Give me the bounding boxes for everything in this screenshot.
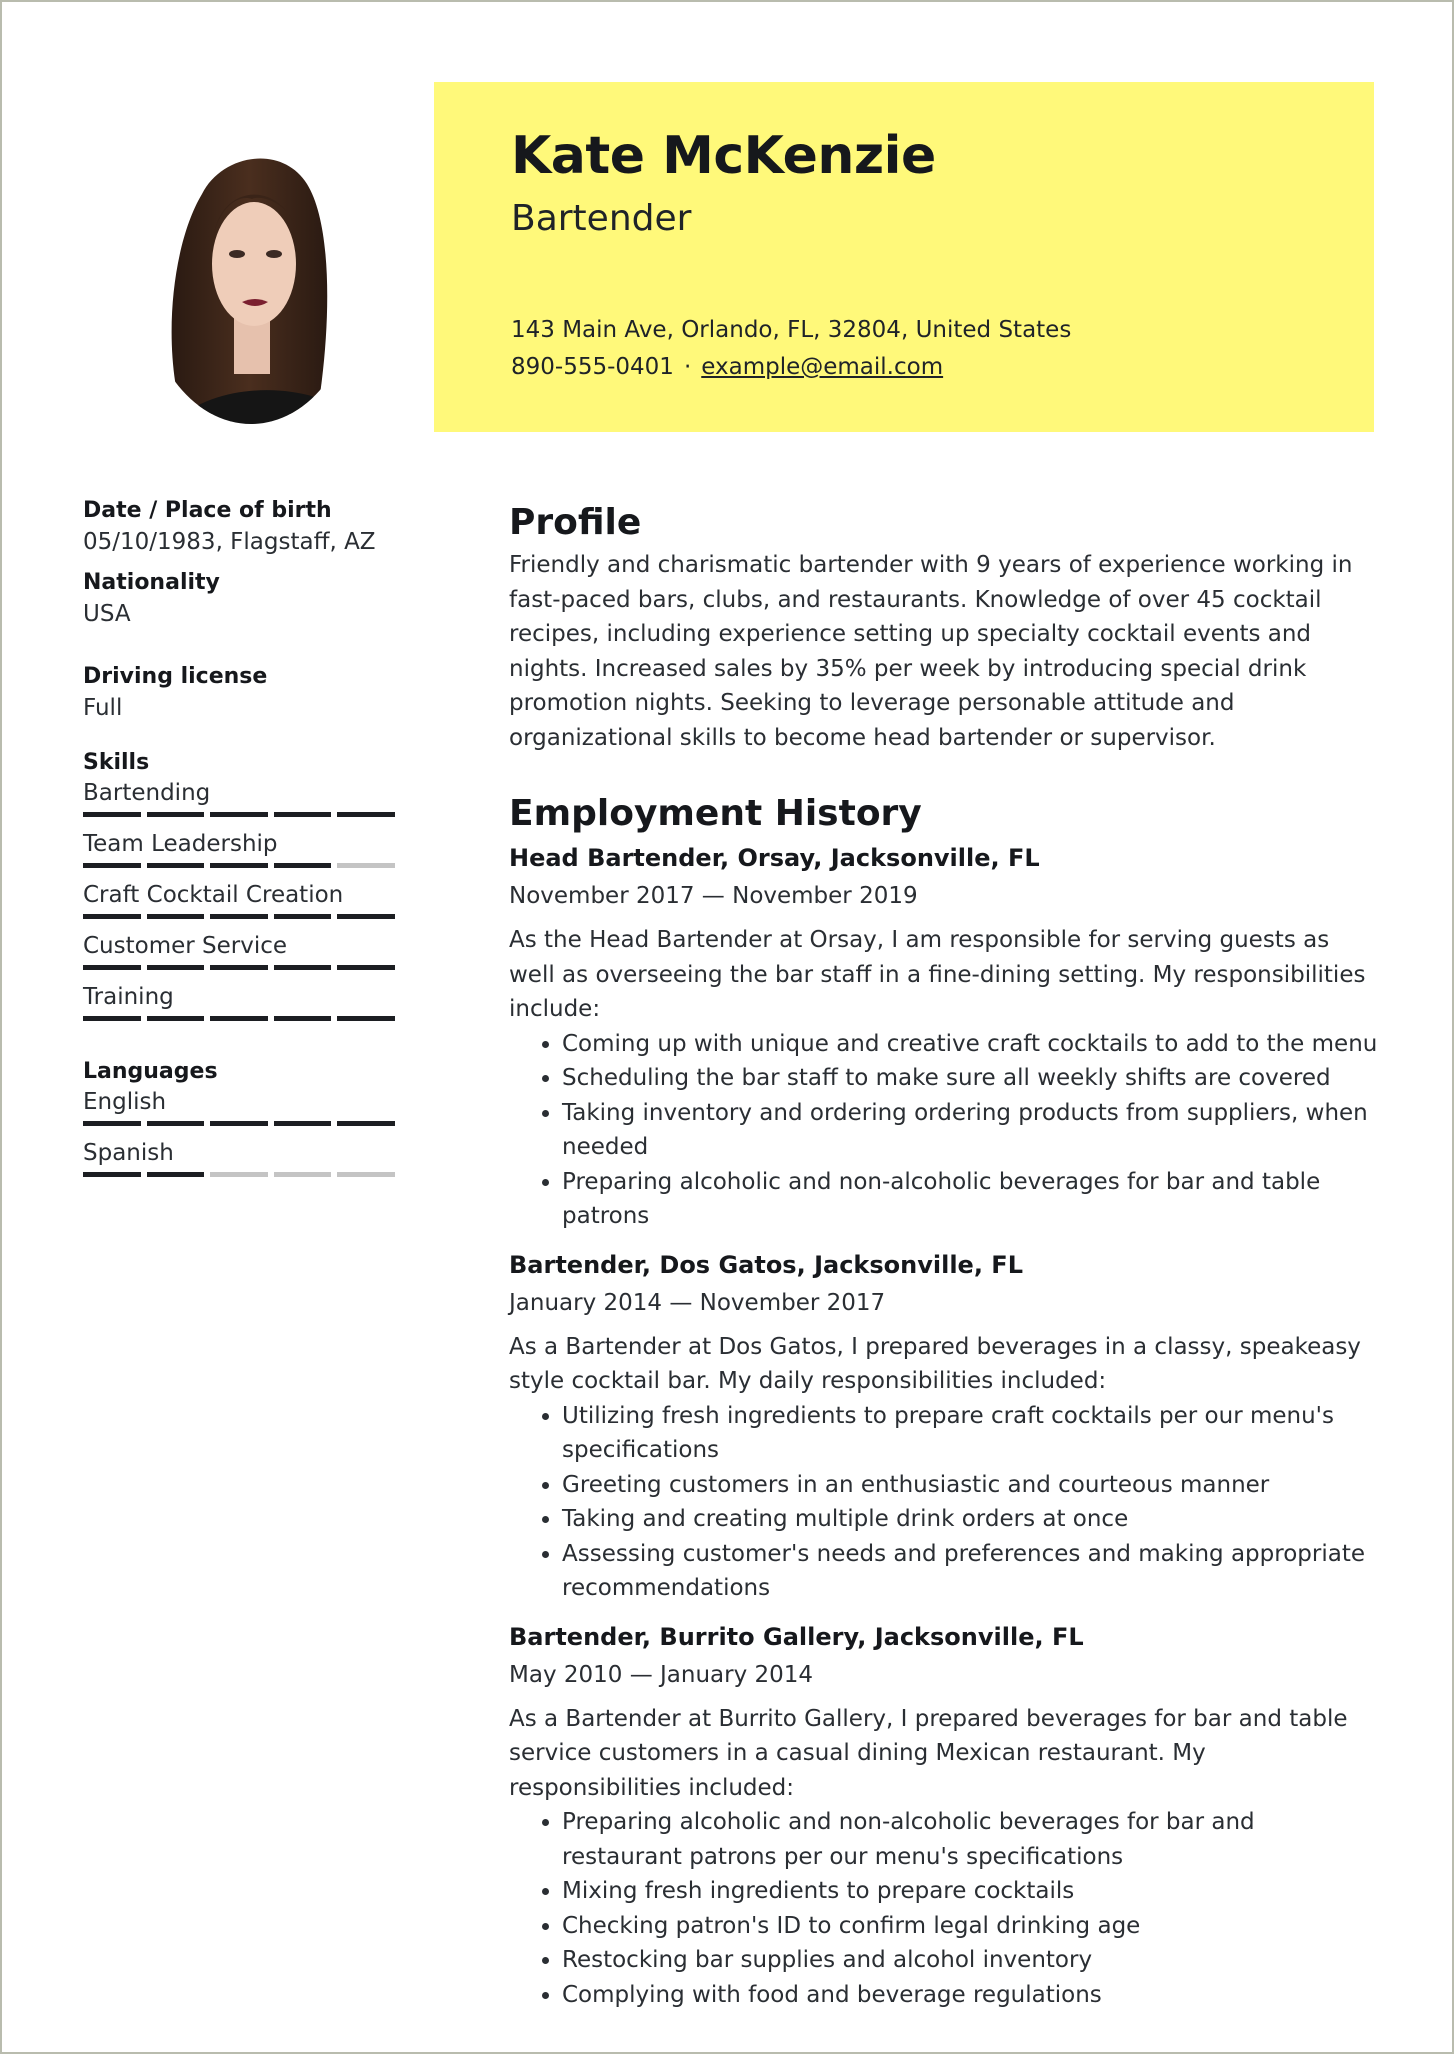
- job-entry: [509, 1246, 1379, 1606]
- job-bullet: • Scheduling the bar staff to make sure all weekly shifts are covered: [562, 1061, 1379, 1096]
- level-segment: [83, 863, 141, 868]
- skill-name: Customer Service: [83, 933, 288, 959]
- nationality-value: USA: [83, 601, 131, 627]
- candidate-name: Kate McKenzie: [511, 126, 936, 186]
- level-segment: [274, 1121, 332, 1126]
- level-segment: [83, 965, 141, 970]
- job-bullets: [509, 1805, 1379, 2012]
- skills-label: Skills: [83, 750, 150, 775]
- level-segment: [274, 812, 332, 817]
- level-segment: [147, 914, 205, 919]
- dob-label: Date / Place of birth: [83, 498, 332, 523]
- level-segment: [210, 812, 268, 817]
- job-bullet: • Utilizing fresh ingredients to prepare craft cocktails per our menu's specifications: [562, 1399, 1379, 1468]
- level-segment: [210, 863, 268, 868]
- level-segment: [210, 965, 268, 970]
- level-segment: [83, 1016, 141, 1021]
- main-content: [509, 498, 1379, 2024]
- job-dates: May 2010 — January 2014: [509, 1661, 814, 1688]
- level-segment: [83, 914, 141, 919]
- job-bullet: • Preparing alcoholic and non-alcoholic beverages for bar and restaurant patrons per our menu's specifications: [562, 1805, 1379, 1874]
- skills-list: [83, 778, 403, 1021]
- job-description: As the Head Bartender at Orsay, I am responsible for serving guests as well as overseeing the bar staff in a fine-dining setting. My responsibilities include:: [509, 927, 1366, 1022]
- level-segment: [337, 1121, 395, 1126]
- level-segment: [83, 812, 141, 817]
- job-bullets: [509, 1399, 1379, 1606]
- job-dates: November 2017 — November 2019: [509, 883, 918, 909]
- skill-level-bar: [83, 914, 395, 919]
- job-bullet: • Taking inventory and ordering ordering products from suppliers, when needed: [562, 1096, 1379, 1165]
- job-bullet: • Complying with food and beverage regulations: [562, 1978, 1379, 2013]
- languages-list: [83, 1087, 403, 1177]
- jobs-list: [509, 839, 1379, 2012]
- level-segment: [274, 863, 332, 868]
- level-segment: [337, 812, 395, 817]
- level-segment: [210, 1016, 268, 1021]
- profile-heading: Profile: [509, 502, 642, 543]
- job-entry: [509, 839, 1379, 1234]
- job-dates: January 2014 — November 2017: [509, 1289, 886, 1316]
- level-segment: [210, 1121, 268, 1126]
- sidebar: [83, 496, 403, 1189]
- level-segment: [147, 863, 205, 868]
- employment-heading: Employment History: [509, 793, 922, 834]
- job-bullets: [509, 1027, 1379, 1234]
- job-bullet: • Checking patron's ID to confirm legal drinking age: [562, 1909, 1379, 1944]
- email-link[interactable]: example@email.com: [701, 354, 944, 380]
- language-name: Spanish: [83, 1140, 174, 1166]
- language-item: [83, 1087, 403, 1126]
- level-segment: [210, 914, 268, 919]
- level-segment: [337, 1016, 395, 1021]
- address: 143 Main Ave, Orlando, FL, 32804, United States: [511, 317, 1072, 343]
- job-bullet: • Restocking bar supplies and alcohol inventory: [562, 1943, 1379, 1978]
- skill-item: [83, 778, 403, 817]
- skill-level-bar: [83, 1016, 395, 1021]
- skill-item: [83, 982, 403, 1021]
- languages-label: Languages: [83, 1059, 218, 1084]
- job-bullet: • Coming up with unique and creative craft cocktails to add to the menu: [562, 1027, 1379, 1062]
- level-segment: [83, 1172, 141, 1177]
- level-segment: [83, 1121, 141, 1126]
- profile-photo: [142, 124, 360, 424]
- phone: 890-555-0401: [511, 354, 674, 380]
- skill-level-bar: [83, 812, 395, 817]
- skill-item: [83, 880, 403, 919]
- level-segment: [337, 965, 395, 970]
- level-segment: [274, 1016, 332, 1021]
- job-bullet: • Greeting customers in an enthusiastic and courteous manner: [562, 1468, 1379, 1503]
- level-segment: [147, 1172, 205, 1177]
- skill-name: Craft Cocktail Creation: [83, 882, 344, 908]
- skill-level-bar: [83, 863, 395, 868]
- level-segment: [274, 965, 332, 970]
- level-segment: [210, 1172, 268, 1177]
- nationality-label: Nationality: [83, 570, 220, 595]
- portrait-image: [142, 124, 360, 424]
- level-segment: [274, 1172, 332, 1177]
- job-bullet: • Assessing customer's needs and preferences and making appropriate recommendations: [562, 1537, 1379, 1606]
- level-segment: [337, 1172, 395, 1177]
- skill-level-bar: [83, 965, 395, 970]
- license-value: Full: [83, 695, 123, 721]
- skill-name: Training: [83, 984, 174, 1010]
- contact-separator: ·: [683, 354, 692, 380]
- job-title: Bartender, Dos Gatos, Jacksonville, FL: [509, 1250, 1023, 1279]
- job-entry: [509, 1618, 1379, 2013]
- job-description: As a Bartender at Burrito Gallery, I prepared beverages for bar and table service customers in a casual dining Mexican restaurant. My responsibilities included:: [509, 1705, 1348, 1801]
- candidate-title: Bartender: [511, 198, 692, 239]
- profile-text: Friendly and charismatic bartender with 9 years of experience working in fast-paced bars, clubs, and restaurants. Knowledge of over 45 cocktail recipes, including experience setting up specialty cocktail events and nights. Increased sales by 35% per week by introducing special drink promotion nights. Seeking to leverage personable attitude and organizational skills to become head bartender or supervisor.: [509, 552, 1353, 751]
- dob-value: 05/10/1983, Flagstaff, AZ: [83, 529, 376, 555]
- level-segment: [147, 965, 205, 970]
- level-segment: [337, 863, 395, 868]
- job-bullet: • Mixing fresh ingredients to prepare cocktails: [562, 1874, 1379, 1909]
- skill-name: Team Leadership: [83, 831, 278, 857]
- license-label: Driving license: [83, 664, 268, 689]
- language-item: [83, 1138, 403, 1177]
- language-level-bar: [83, 1121, 395, 1126]
- skill-item: [83, 931, 403, 970]
- job-title: Bartender, Burrito Gallery, Jacksonville, FL: [509, 1622, 1084, 1651]
- job-bullet: • Taking and creating multiple drink orders at once: [562, 1502, 1379, 1537]
- level-segment: [147, 812, 205, 817]
- level-segment: [147, 1016, 205, 1021]
- level-segment: [274, 914, 332, 919]
- job-description: As a Bartender at Dos Gatos, I prepared beverages in a classy, speakeasy style cocktail bar. My daily responsibilities included:: [509, 1333, 1361, 1394]
- language-name: English: [83, 1089, 167, 1115]
- job-title: Head Bartender, Orsay, Jacksonville, FL: [509, 844, 1040, 872]
- level-segment: [337, 914, 395, 919]
- skill-name: Bartending: [83, 780, 211, 806]
- job-bullet: • Preparing alcoholic and non-alcoholic beverages for bar and table patrons: [562, 1165, 1379, 1234]
- level-segment: [147, 1121, 205, 1126]
- skill-item: [83, 829, 403, 868]
- contact-line: [511, 354, 943, 380]
- language-level-bar: [83, 1172, 395, 1177]
